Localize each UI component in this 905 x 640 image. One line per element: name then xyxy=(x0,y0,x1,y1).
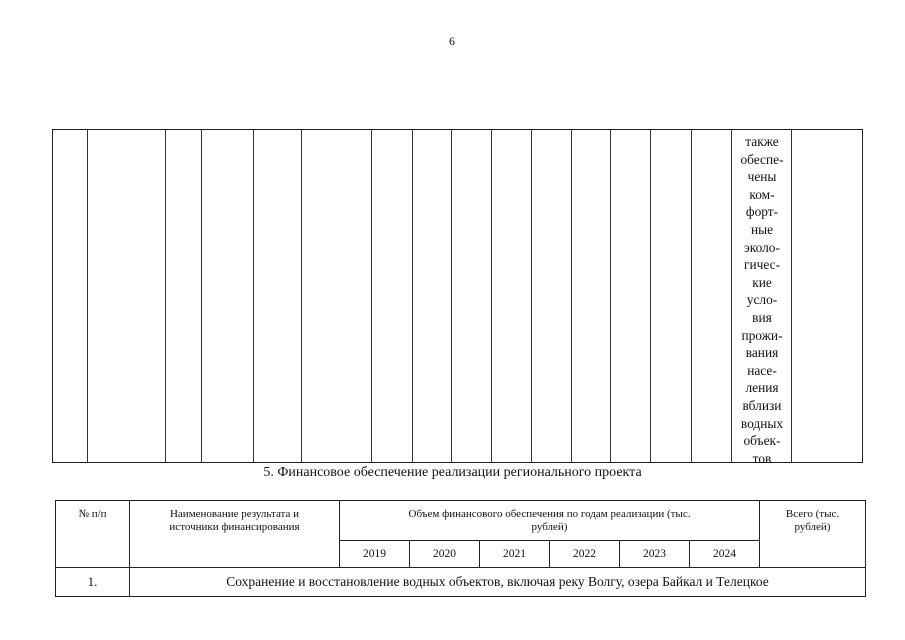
table-column-divider xyxy=(571,130,572,462)
header-total: Всего (тыс. рублей) xyxy=(760,501,866,568)
text-line: кие xyxy=(752,274,772,290)
text-line: тов xyxy=(752,450,772,466)
header-number: № п/п xyxy=(56,501,130,568)
text-line: водных xyxy=(740,415,784,431)
section-title: 5. Финансовое обеспечение реализации регионального проекта xyxy=(263,465,642,480)
header-name: Наименование результата и источники финансирования xyxy=(130,501,340,568)
table-column-divider xyxy=(301,130,302,462)
text-line: гичес- xyxy=(743,257,781,273)
text-line: ные xyxy=(750,221,774,237)
table-column-divider xyxy=(87,130,88,462)
text-line: чены xyxy=(747,169,777,185)
text-line: насе- xyxy=(747,362,777,378)
table-column-divider xyxy=(691,130,692,462)
table-column-divider xyxy=(491,130,492,462)
table-column-divider xyxy=(610,130,611,462)
text-line: вблизи xyxy=(742,397,782,413)
table-row xyxy=(56,568,866,597)
text-line: обеспе- xyxy=(740,151,784,167)
year-cell: 2020 xyxy=(410,541,480,568)
table-column-divider xyxy=(253,130,254,462)
cell-description xyxy=(733,133,791,467)
text-line: вания xyxy=(745,345,779,361)
table-column-divider xyxy=(201,130,202,462)
year-cell: 2021 xyxy=(480,541,550,568)
table-column-divider xyxy=(650,130,651,462)
text-line: объек- xyxy=(743,433,781,449)
text-line: форт- xyxy=(745,204,779,220)
table-column-divider xyxy=(165,130,166,462)
finance-table xyxy=(55,500,866,597)
table-column-divider xyxy=(731,130,732,462)
text-line: эколо- xyxy=(744,239,780,255)
text-line: ком- xyxy=(749,186,775,202)
text-line: прожи- xyxy=(741,327,783,343)
row-name: Сохранение и восстановление водных объектов, включая реку Волгу, озера Байкал и Телецкое xyxy=(130,568,866,597)
text-line: ления xyxy=(745,380,779,396)
year-cell: 2023 xyxy=(620,541,690,568)
header-row xyxy=(56,501,866,541)
year-cell: 2022 xyxy=(550,541,620,568)
text-line: усло- xyxy=(746,292,778,308)
year-cell: 2024 xyxy=(690,541,760,568)
table-column-divider xyxy=(371,130,372,462)
table-column-divider xyxy=(451,130,452,462)
table-column-divider xyxy=(791,130,792,462)
table-column-divider xyxy=(531,130,532,462)
row-number: 1. xyxy=(56,568,130,597)
table-column-divider xyxy=(412,130,413,462)
year-cell: 2019 xyxy=(340,541,410,568)
text-line: также xyxy=(745,134,779,149)
continuation-table xyxy=(52,129,863,466)
header-volume: Объем финансового обеспечения по годам реализации (тыс. рублей) xyxy=(340,501,760,541)
text-line: вия xyxy=(752,309,772,325)
page-number: 6 xyxy=(449,34,455,48)
